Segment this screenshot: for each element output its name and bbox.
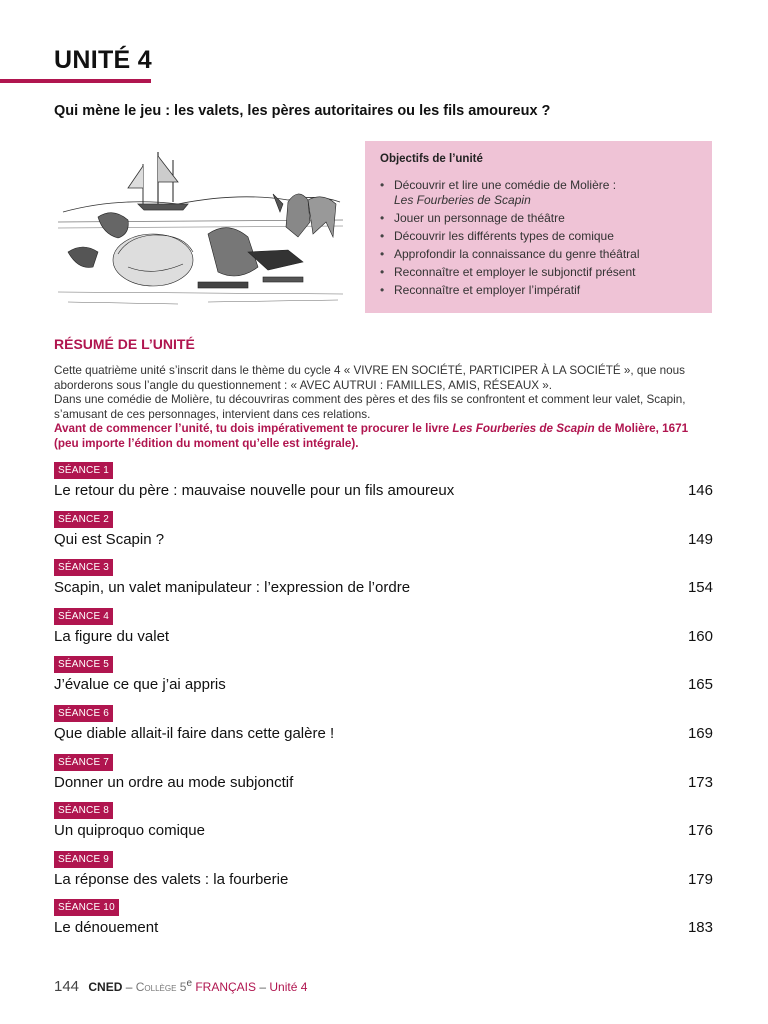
objective-item: • Reconnaître et employer le subjonctif présent (380, 265, 698, 280)
objectives-box (365, 141, 712, 313)
resume-paragraph-1: Cette quatrième unité s’inscrit dans le thème du cycle 4 « VIVRE EN SOCIÉTÉ, PARTICIPER À LA SOCIÉTÉ », que nous aborderons sous l’angle du questionnement : « AVEC AUTRUI : FAMILLES, AMIS, RÉSEAUX ». (54, 364, 685, 392)
session-row[interactable] (54, 802, 714, 851)
session-page: 154 (687, 579, 713, 597)
session-title: Un quiproquo comique (54, 822, 205, 840)
session-row[interactable] (54, 656, 714, 705)
resume-text (54, 364, 714, 452)
footer-subject: FRANÇAIS (195, 980, 257, 994)
engraving-illustration (58, 142, 343, 310)
session-badge: SÉANCE 10 (54, 899, 119, 916)
session-page: 179 (687, 870, 713, 888)
objectives-title: Objectifs de l’unité (380, 153, 483, 165)
book-title: Les Fourberies de Scapin (452, 422, 595, 436)
session-title: J’évalue ce que j’ai appris (54, 676, 226, 694)
session-page: 173 (687, 773, 713, 791)
session-page: 176 (687, 822, 713, 840)
session-badge: SÉANCE 3 (54, 559, 113, 576)
session-page: 183 (687, 919, 713, 937)
session-row[interactable] (54, 705, 714, 754)
session-badge: SÉANCE 6 (54, 705, 113, 722)
objective-item: • Reconnaître et employer l’impératif (380, 283, 698, 298)
session-page: 146 (687, 482, 713, 499)
session-title: Donner un ordre au mode subjonctif (54, 773, 294, 791)
session-page: 160 (687, 627, 713, 645)
session-row[interactable] (54, 559, 714, 608)
page-number: 144 (54, 978, 80, 995)
objective-item: • Approfondir la connaissance du genre théâtral (380, 247, 698, 262)
session-title: Scapin, un valet manipulateur : l’expression de l’ordre (54, 579, 411, 597)
session-badge: SÉANCE 1 (54, 462, 113, 479)
session-title: Le retour du père : mauvaise nouvelle pour un fils amoureux (54, 482, 455, 499)
session-page: 149 (687, 530, 713, 548)
resume-paragraph-2: Dans une comédie de Molière, tu découvriras comment des pères et des fils se confrontent et comment leur valet, Scapin, s’amusant de ces personnages, intervient dans ces relations. (54, 393, 686, 421)
footer-college: Collège 5 (135, 980, 187, 994)
session-badge: SÉANCE 9 (54, 851, 113, 868)
unit-title: UNITÉ 4 (54, 46, 152, 74)
footer-unit: Unité 4 (269, 980, 308, 994)
footer-college-sup: e (186, 978, 192, 989)
objective-item: • Jouer un personnage de théâtre (380, 211, 698, 226)
session-badge: SÉANCE 4 (54, 608, 113, 625)
session-page: 169 (687, 724, 713, 742)
session-row[interactable] (54, 899, 714, 948)
session-row[interactable] (54, 851, 714, 900)
session-row[interactable] (54, 608, 714, 657)
objective-book-title: Les Fourberies de Scapin (394, 193, 531, 207)
page-footer: 144 CNED – Collège 5e FRANÇAIS – Unité 4 (54, 978, 308, 995)
session-badge: SÉANCE 7 (54, 754, 113, 771)
session-title: Le dénouement (54, 919, 159, 937)
session-title: La figure du valet (54, 627, 170, 645)
session-title: Qui est Scapin ? (54, 530, 165, 548)
sessions-list (54, 462, 714, 948)
session-page: 165 (687, 676, 713, 694)
session-badge: SÉANCE 5 (54, 656, 113, 673)
unit-subtitle: Qui mène le jeu : les valets, les pères autoritaires ou les fils amoureux ? (54, 103, 551, 119)
session-title: Que diable allait-il faire dans cette galère ! (54, 724, 335, 742)
objectives-list (380, 178, 698, 298)
objective-item: • Découvrir et lire une comédie de Molière : Les Fourberies de Scapin (380, 178, 698, 208)
session-row[interactable] (54, 511, 714, 560)
resume-warning: Avant de commencer l’unité, tu dois impérativement te procurer le livre Les Fourberies de Scapin de Molière, 1671 (peu importe l’édition du moment qu’elle est intégrale). (54, 422, 689, 450)
resume-title: RÉSUMÉ DE L’UNITÉ (54, 336, 195, 352)
title-rule (0, 79, 151, 83)
session-badge: SÉANCE 8 (54, 802, 113, 819)
session-title: La réponse des valets : la fourberie (54, 870, 289, 888)
session-row[interactable] (54, 462, 714, 511)
session-badge: SÉANCE 2 (54, 511, 113, 528)
objective-item: • Découvrir les différents types de comique (380, 229, 698, 244)
footer-cned: CNED (88, 980, 123, 994)
session-row[interactable] (54, 754, 714, 803)
